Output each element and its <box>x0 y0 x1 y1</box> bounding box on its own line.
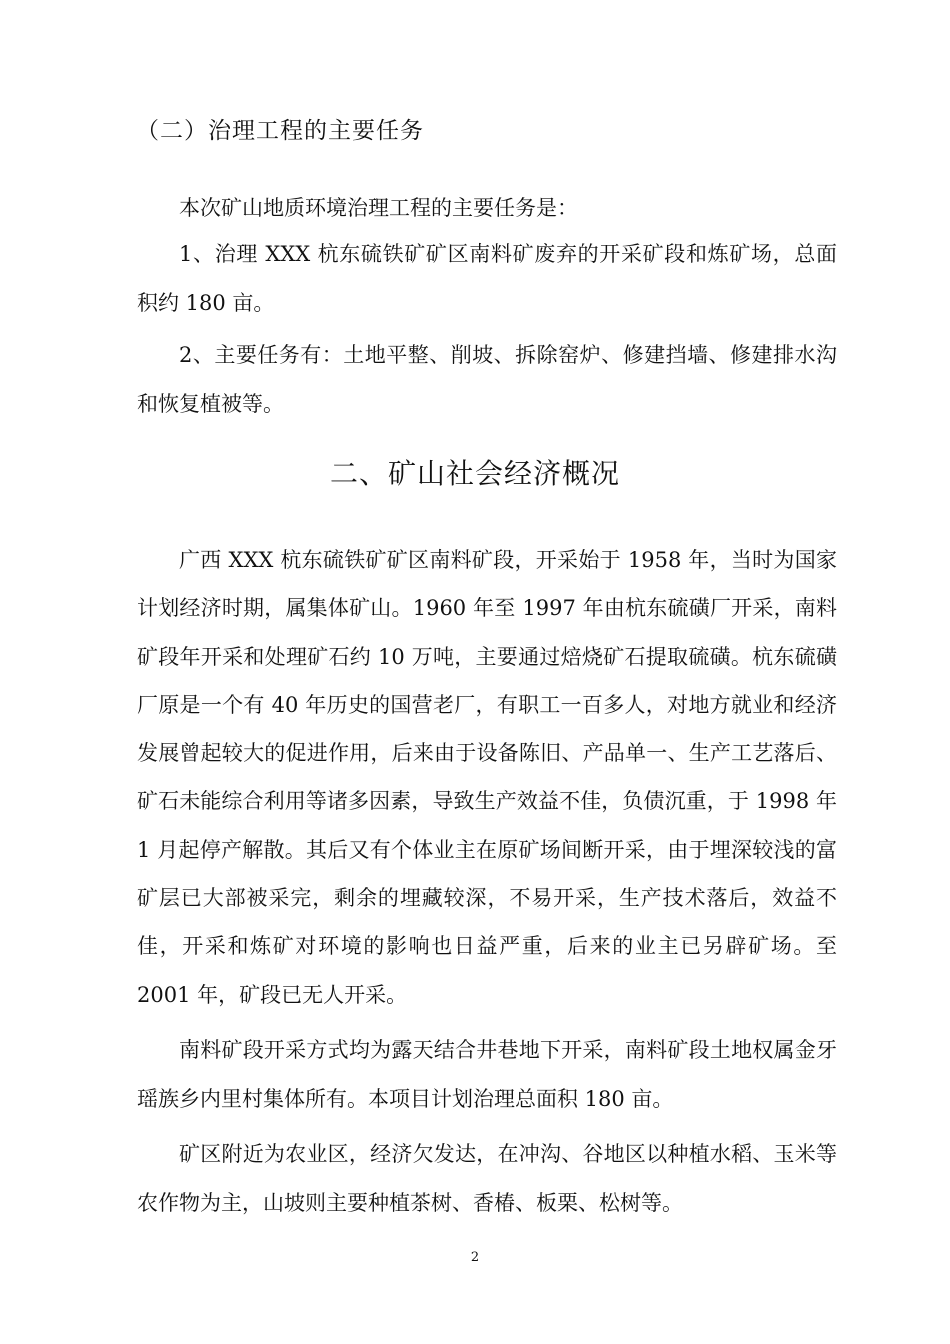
tasks-intro-paragraph: 本次矿山地质环境治理工程的主要任务是： <box>179 196 578 220</box>
section-title: 二、矿山社会经济概况 <box>329 457 620 490</box>
subsection-heading: （二）治理工程的主要任务 <box>136 118 424 144</box>
task-item-1-paragraph: 1、治理 XXX 杭东硫铁矿矿区南料矿废弃的开采矿段和炼矿场，总面积约 180 亩。 <box>137 242 837 315</box>
economy-agriculture-paragraph: 矿区附近为农业区，经济欠发达，在冲沟、谷地区以种植水稻、玉米等农作物为主，山坡则主要种植茶树、香椿、板栗、松树等。 <box>137 1142 837 1215</box>
task-item-2-paragraph: 2、主要任务有：土地平整、削坡、拆除窑炉、修建挡墙、修建排水沟和恢复植被等。 <box>137 343 837 416</box>
page-number: 2 <box>470 1250 480 1265</box>
economy-history-paragraph: 广西 XXX 杭东硫铁矿矿区南料矿段，开采始于 1958 年，当时为国家计划经济时期，属集体矿山。1960 年至 1997 年由杭东硫磺厂开采，南料矿段年开采和处理矿石约 10 万吨，主要通过焙烧矿石提取硫磺。杭东硫磺厂原是一个有 40 年历史的国营老厂，有职工一百多人，对地方就业和经济发展曾起较大的促进作用，后来由于设备陈旧、产品单一、生产工艺落后、矿石未能综合利用等诸多因素，导致生产效益不佳，负债沉重，于 1998 年 1 月起停产解散。其后又有个体业主在原矿场间断开采，由于埋深较浅的富矿层已大部被采完，剩余的埋藏较深，不易开采，生产技术落后，效益不佳，开采和炼矿对环境的影响也日益严重，后来的业主已另辟矿场。至 2001 年，矿段已无人开采。 <box>137 548 837 1007</box>
economy-ownership-paragraph: 南料矿段开采方式均为露天结合井巷地下开采，南料矿段土地权属金牙瑶族乡内里村集体所有。本项目计划治理总面积 180 亩。 <box>137 1038 837 1111</box>
